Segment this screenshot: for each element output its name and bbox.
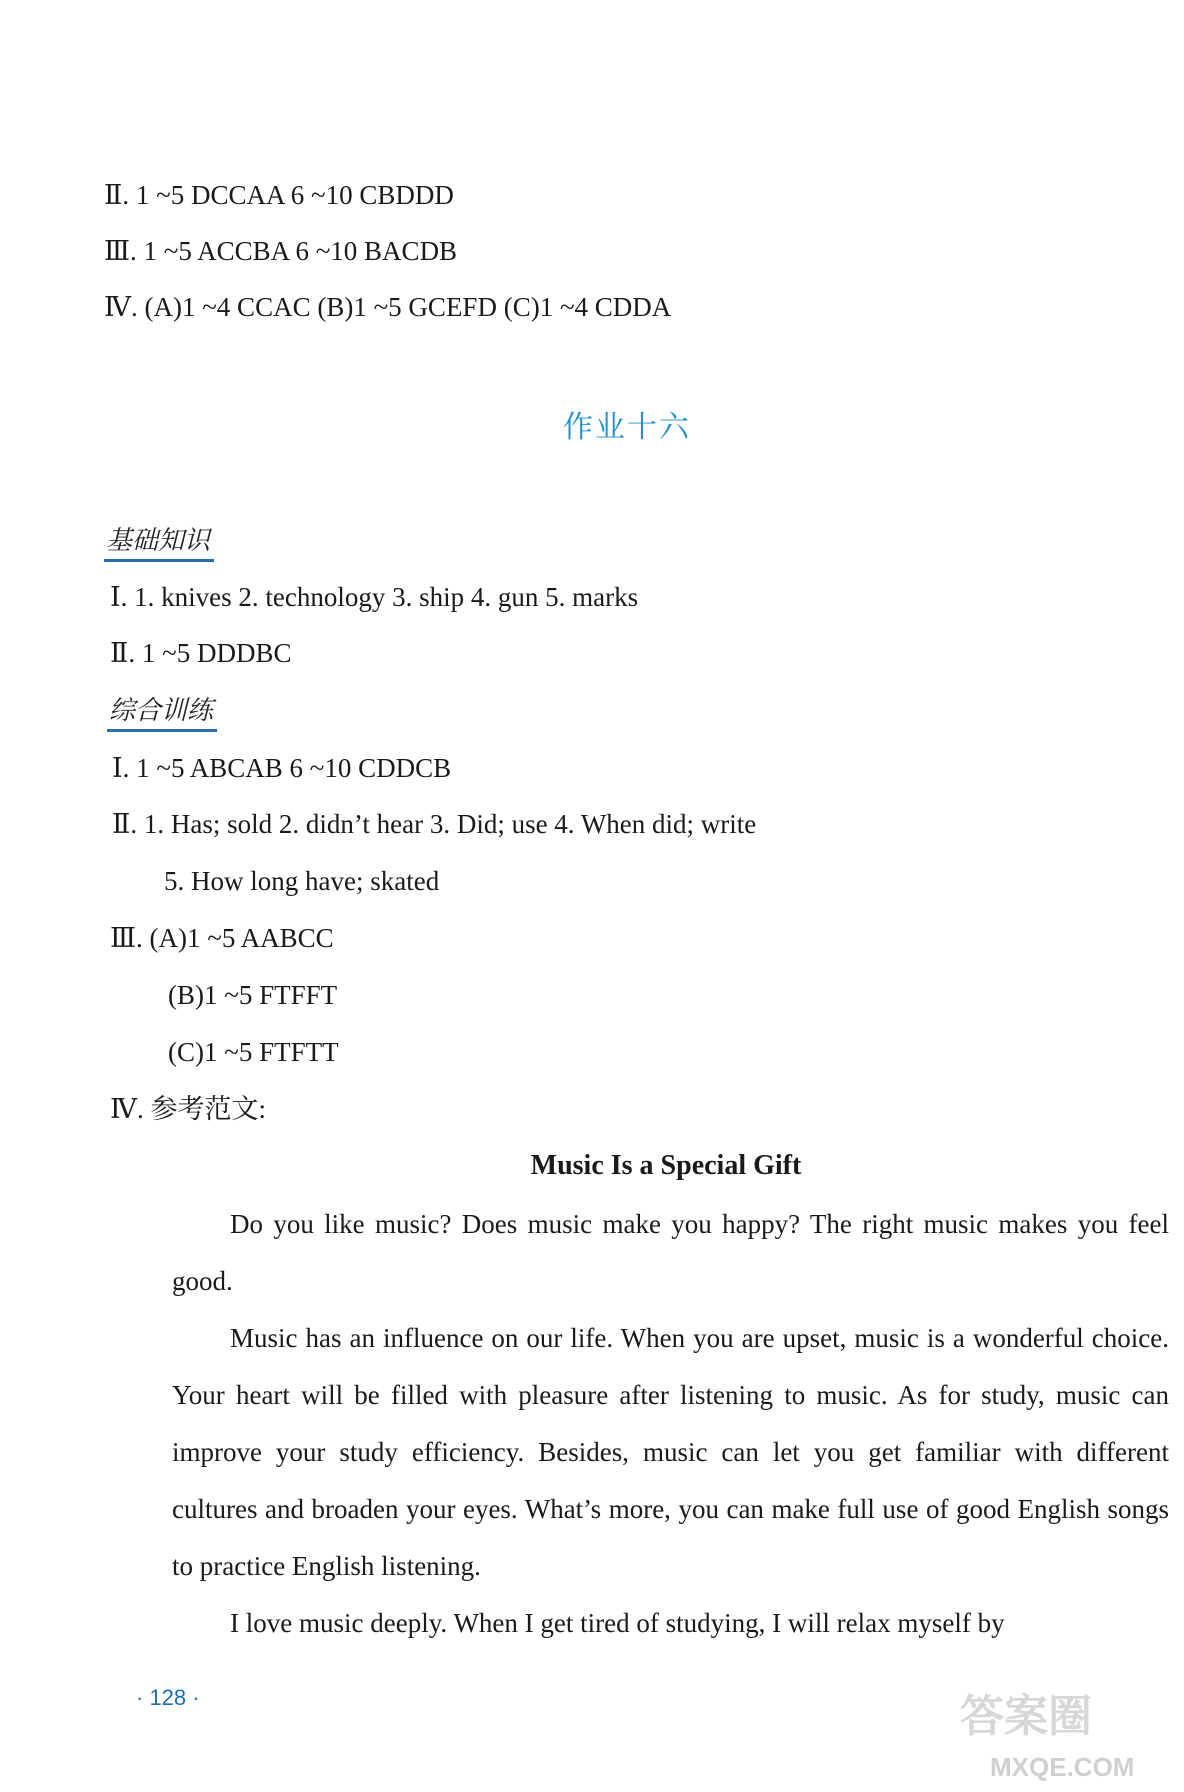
essay-body [172,1196,1169,1652]
page-number: · 128 · [136,1685,200,1710]
section-comprehensive-training: 综合训练 [107,690,217,732]
comprehensive-line-1: Ⅰ. 1 ~5 ABCAB 6 ~10 CDDCB [112,753,452,783]
answer-line-2: Ⅱ. 1 ~5 DCCAA 6 ~10 CBDDD [104,180,454,210]
comprehensive-line-6: (C)1 ~5 FTFTT [168,1037,339,1067]
basic-line-1: Ⅰ. 1. knives 2. technology 3. ship 4. gun 5. marks [110,582,639,612]
watermark-logo: 答案圈 [960,1691,1092,1742]
comprehensive-line-2: Ⅱ. 1. Has; sold 2. didn’t hear 3. Did; use 4. When did; write [112,809,757,839]
answer-line-3: Ⅲ. 1 ~5 ACCBA 6 ~10 BACDB [104,236,458,266]
comprehensive-line-4: Ⅲ. (A)1 ~5 AABCC [110,923,334,953]
answer-line-4: Ⅳ. (A)1 ~4 CCAC (B)1 ~5 GCEFD (C)1 ~4 CDDA [104,292,672,322]
essay-paragraph-2: Music has an influence on our life. When you are upset, music is a wonderful choice. Your heart will be filled with pleasure after listening to music. As for study, music can improve your study efficiency. Besides, music can let you get familiar with different cultures and broaden your eyes. What’s more, you can make full use of good English songs to practice English listening. [172,1323,1169,1581]
essay-title: Music Is a Special Gift [530,1150,802,1181]
watermark-url: MXQE.COM [990,1752,1135,1782]
comprehensive-line-3: 5. How long have; skated [164,866,440,896]
essay-paragraph-3: I love music deeply. When I get tired of studying, I will relax myself by [230,1608,1005,1638]
basic-line-2: Ⅱ. 1 ~5 DDDBC [110,638,292,668]
essay-paragraph-1: Do you like music? Does music make you happy? The right music makes you feel good. [172,1209,1169,1296]
comprehensive-line-5: (B)1 ~5 FTFFT [168,980,338,1010]
comprehensive-line-7: Ⅳ. 参考范文: [110,1094,266,1124]
assignment-heading: 作业十六 [563,410,691,445]
section-basic-knowledge: 基础知识 [104,520,214,562]
